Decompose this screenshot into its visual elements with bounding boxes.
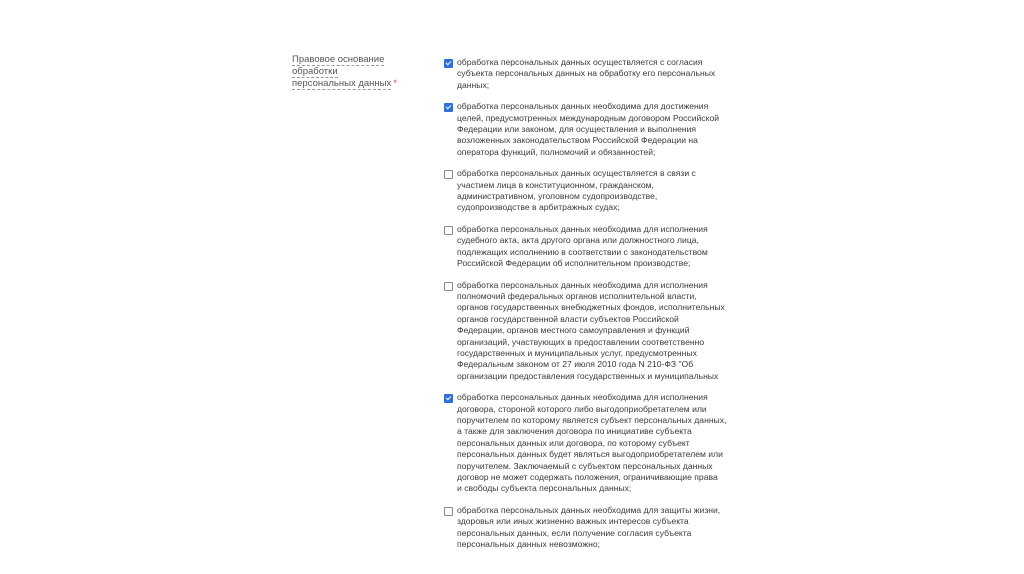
option-court-proceedings[interactable]	[444, 168, 734, 214]
option-contract-execution[interactable]	[444, 392, 734, 495]
option-government-powers[interactable]	[444, 280, 734, 383]
option-label: обработка персональных данных необходима для исполнения судебного акта, акта другого органа или должностного лица, подлежащих исполнению в соответствии с законодательством Российской Федерации об исполнительном производстве;	[457, 223, 708, 269]
option-label: обработка персональных данных осуществляется с согласия субъекта персональных данных на обработку его персональных данных;	[457, 57, 716, 90]
checkbox[interactable]	[444, 226, 453, 235]
option-consent[interactable]	[444, 57, 734, 91]
checkbox[interactable]	[444, 507, 453, 516]
required-asterisk: *	[393, 78, 397, 89]
checkbox[interactable]	[444, 170, 453, 179]
option-court-act-execution[interactable]	[444, 224, 734, 270]
legal-basis-checkbox-group	[444, 57, 734, 569]
field-label-legal-basis	[292, 54, 432, 90]
option-international-treaty[interactable]	[444, 101, 734, 158]
checkbox[interactable]	[444, 59, 453, 68]
option-label: обработка персональных данных необходима для исполнения договора, стороной которого либо выгодоприобретателем или поручителем по которому является субъект персональных данных, а также для заключения договора по инициативе субъекта персональных данных или договора, по которому субъект персональных данных будет являться выгодоприобретателем или поручителем. Заключаемый с субъектом персональных данных договор не может содержать положения, ограничивающие права и свободы субъекта персональных данных;	[457, 392, 727, 494]
checkbox[interactable]	[444, 282, 453, 291]
option-vital-interests[interactable]	[444, 505, 734, 551]
checkbox[interactable]	[444, 394, 453, 403]
option-label: обработка персональных данных необходима для исполнения полномочий федеральных органов исполнительной власти, органов государственных внебюджетных фондов, исполнительных органов государственной власти субъектов Российской Федерации, органов местного самоуправления и функций организаций, участвующих в предоставлении соответственно государственных и муниципальных услуг, предусмотренных Федеральным законом от 27 июля 2010 года N 210-ФЗ "Об организации предоставления государственных и муниципальных	[457, 279, 725, 381]
option-label: обработка персональных данных осуществляется в связи с участием лица в конституционном, гражданском, административном, уголовном судопроизводстве, судопроизводстве в арбитражных судах;	[457, 168, 696, 213]
field-label-text: Правовое основание обработки персональных данных	[292, 54, 392, 89]
option-label: обработка персональных данных необходима для защиты жизни, здоровья или иных жизненно важных интересов субъекта персональных данных, если получение согласия субъекта персональных данных невозможно;	[457, 504, 721, 550]
checkbox[interactable]	[444, 103, 453, 112]
option-label: обработка персональных данных необходима для достижения целей, предусмотренных международным договором Российской Федерации или законом, для осуществления и выполнения возложенных законодательством Российской Федерации на оператора функций, полномочий и обязанностей;	[457, 101, 720, 157]
